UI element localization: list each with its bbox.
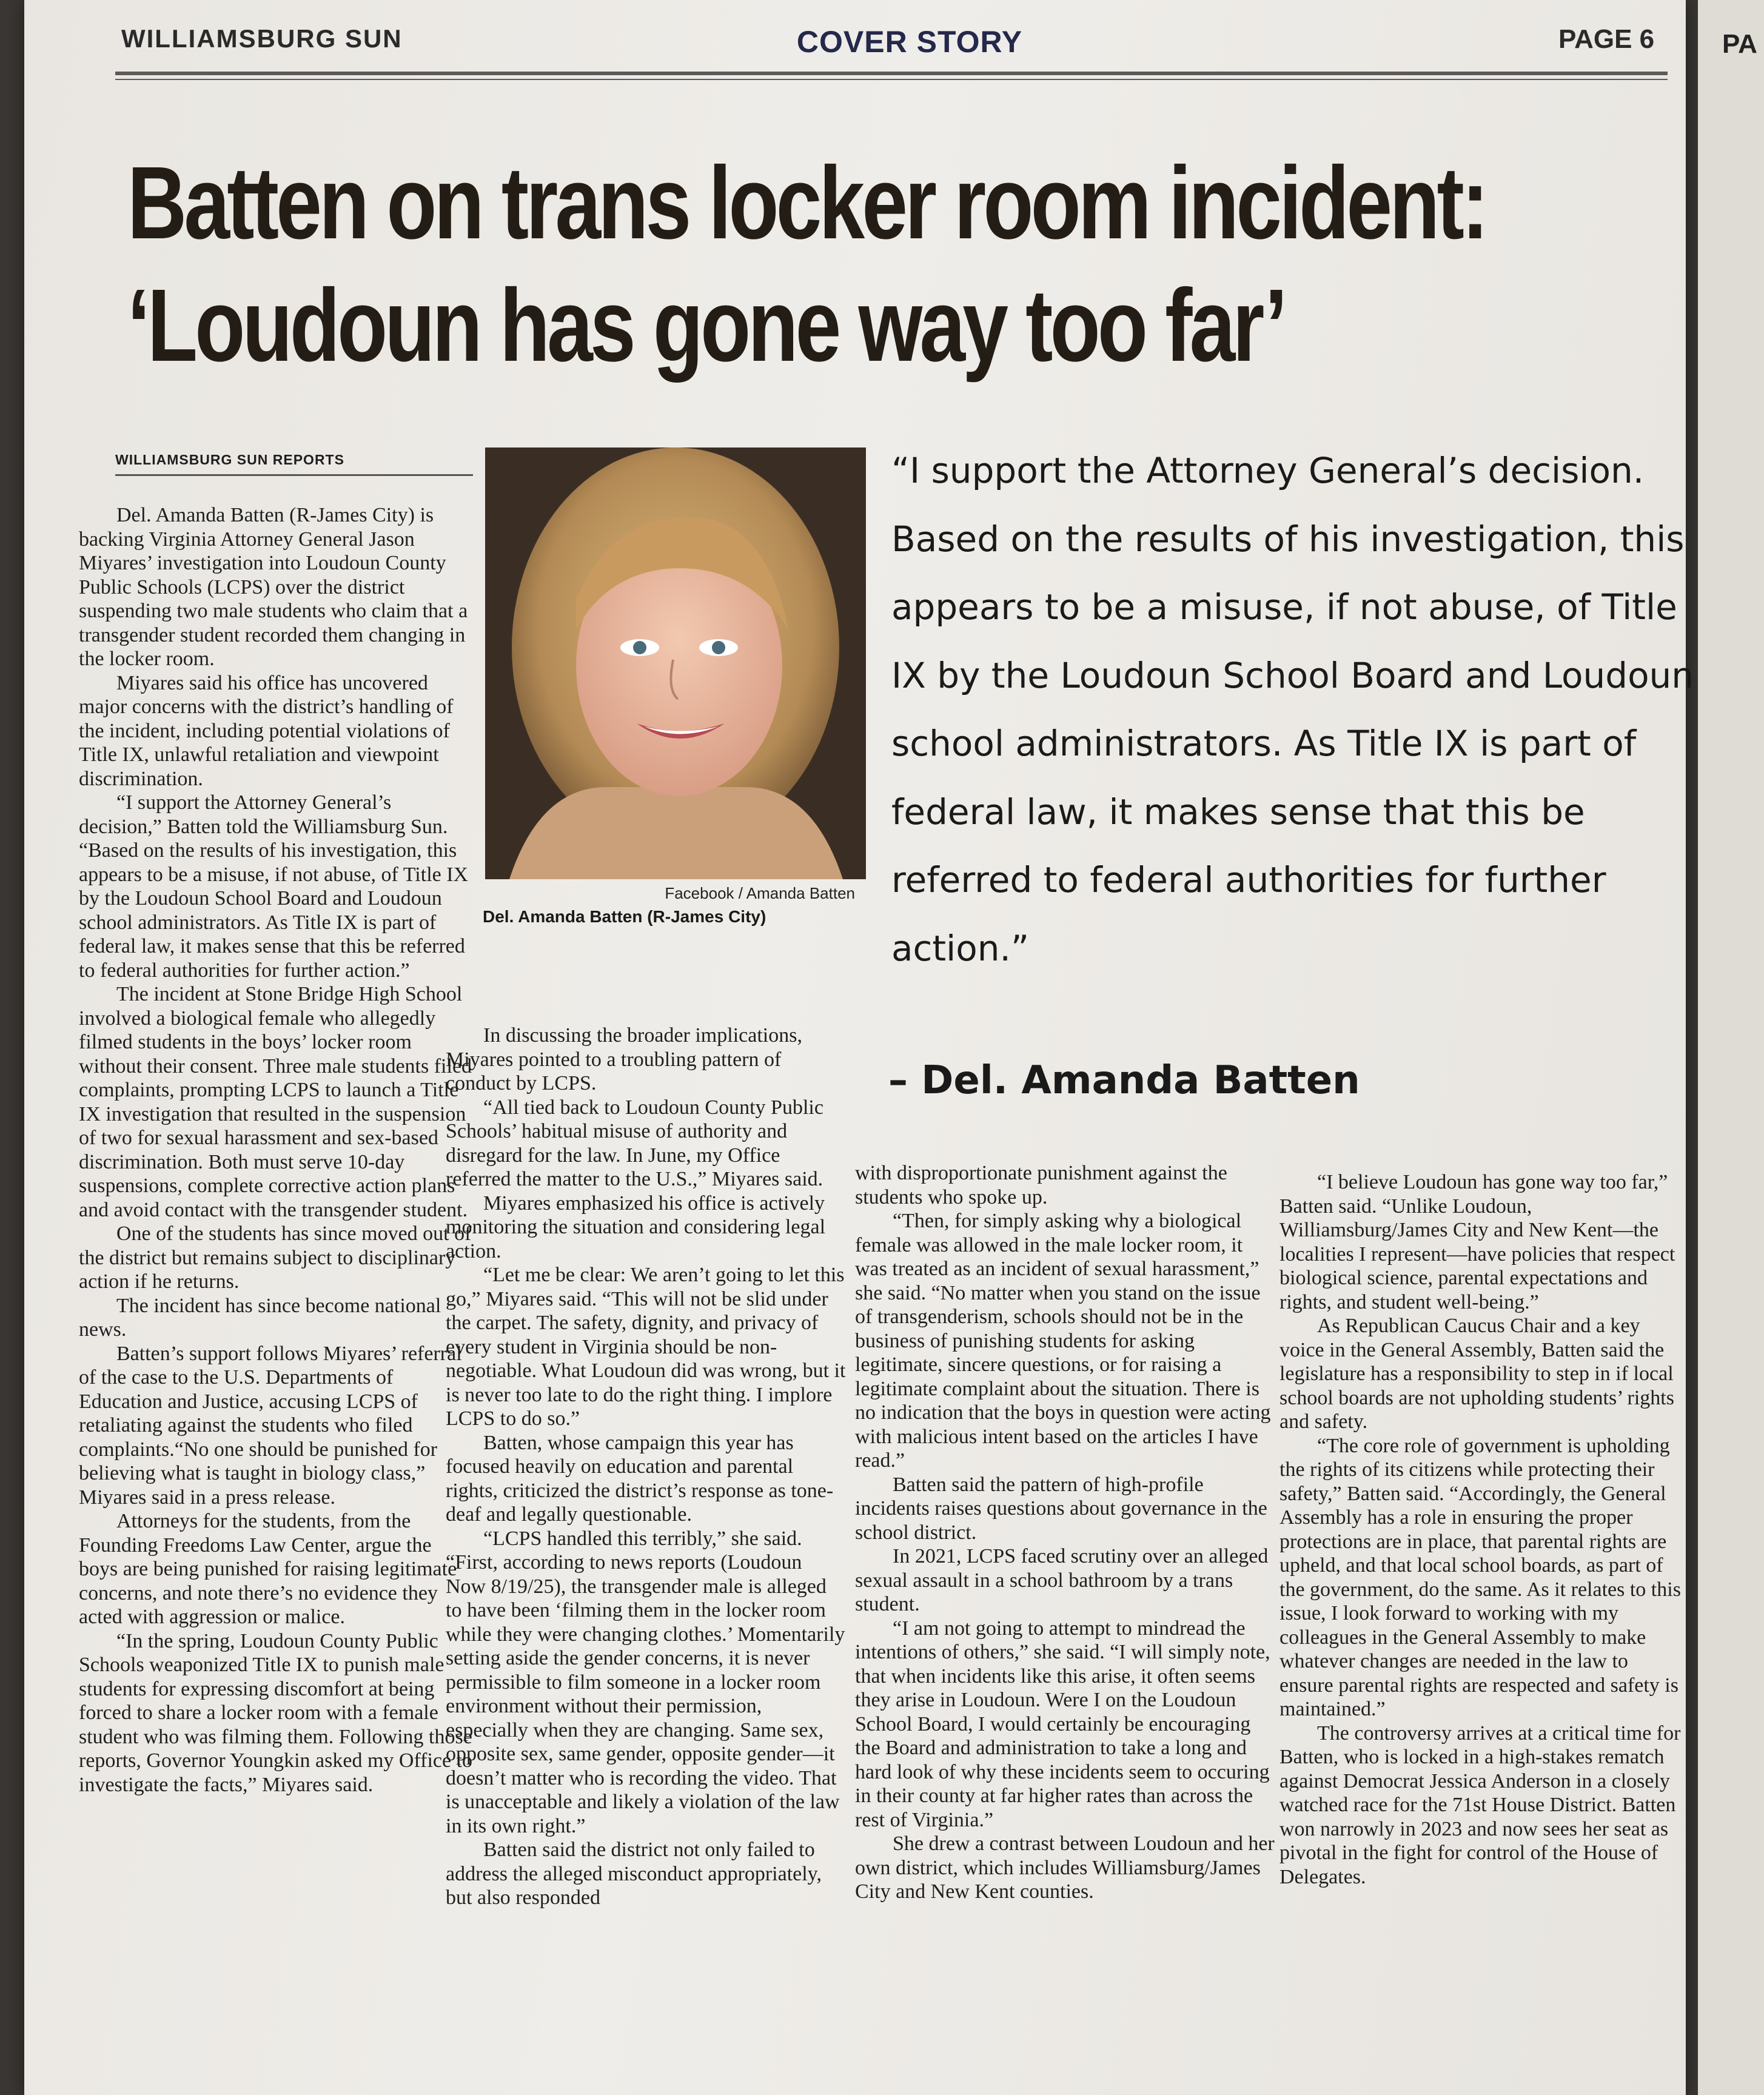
author-photo [485, 447, 866, 879]
adjacent-page-label: PA [1722, 29, 1757, 59]
paragraph: The incident at Stone Bridge High School involved a biological female who allegedly filmed students in the boys’ locker room without their consent. Three male students filed complaints, prompting LCPS to launch a Title IX investigation that resulted in the suspension of two for sexual harassment and sex-based discrimination. Both must serve 10-day suspensions, complete corrective action plans and avoid contact with the transgender student. [79, 983, 472, 1221]
article-column-2 [446, 1024, 846, 1910]
paragraph: Batten said the district not only failed to address the alleged misconduct appropriately, but also responded [446, 1839, 822, 1909]
paragraph: “In the spring, Loudoun County Public Schools weaponized Title IX to punish male students for expressing discomfort at being forced to share a locker room with a female student who was filming them. Following those reports, Governor Youngkin asked my Office to investigate the facts,” Miyares said. [79, 1629, 473, 1796]
section-label: COVER STORY [796, 25, 1023, 59]
pull-quote-attribution: – Del. Amanda Batten [888, 1058, 1360, 1103]
paragraph: In discussing the broader implications, Miyares pointed to a troubling pattern of conduct by LCPS. [446, 1024, 802, 1094]
pull-quote: “I support the Attorney General’s decision. Based on the results of his investigation, this appears to be a misuse, if not abuse, of Title IX by the Loudoun School Board and Loudoun school administrators. As Title IX is part of federal law, it makes sense that this be referred to federal authorities for further action.” [891, 450, 1694, 969]
paragraph: “Let me be clear: We aren’t going to let this go,” Miyares said. “This will not be slid under the carpet. The safety, dignity, and privacy of every student in Virginia should be non-negotiable. What Loudoun did was wrong, but it is never too late to do the right thing. I implore LCPS to do so.” [446, 1264, 846, 1430]
photo-caption: Del. Amanda Batten (R-James City) [483, 907, 766, 926]
paragraph: The incident has since become national news. [79, 1294, 441, 1341]
photo-credit: Facebook / Amanda Batten [665, 884, 855, 902]
paragraph: Miyares said his office has uncovered major concerns with the district’s handling of the incident, including potential violations of Title IX, unlawful retaliation and viewpoint discrimination. [79, 671, 454, 790]
paragraph: The controversy arrives at a critical time for Batten, who is locked in a high-stakes rematch against Democrat Jessica Anderson in a closely watched race for the 71st House District. Batten won narrowly in 2023 and now sees her seat as pivotal in the fight for control of the House of Delegates. [1279, 1721, 1681, 1888]
paragraph: As Republican Caucus Chair and a key voice in the General Assembly, Batten said the legislature has a responsibility to step in if local school boards are not upholding students’ rights and safety. [1279, 1315, 1674, 1433]
byline: WILLIAMSBURG SUN REPORTS [115, 452, 473, 476]
paragraph: One of the students has since moved out of the district but remains subject to disciplinary action if he returns. [79, 1222, 472, 1293]
paragraph: “LCPS handled this terribly,” she said. “First, according to news reports (Loudoun Now 8/19/25), the transgender male is alleged to have been ‘filming them in the locker room while they were changing clothes.’ Momentarily setting aside the gender concerns, it is never permissible to film someone in a locker room environment without their permission, especially when they are changing. Same sex, opposite sex, same gender, opposite gender—it doesn’t matter who is recording the video. That is unacceptable and likely a violation of the law in its own right.” [446, 1527, 845, 1837]
article-column-3 [855, 1161, 1279, 1904]
paragraph: “I support the Attorney General’s decision,” Batten told the Williamsburg Sun. “Based on the results of his investigation, this appears to be a misuse, if not abuse, of Title IX by the Loudoun School Board and Loudoun school administrators. As Title IX is part of federal law, it makes sense that this be referred to federal authorities for further action.” [79, 791, 469, 982]
paragraph: “All tied back to Loudoun County Public Schools’ habitual misuse of authority and disregard for the law. In June, my Office referred the matter to the U.S.,” Miyares said. [446, 1096, 823, 1190]
headline-line-1: Batten on trans locker room incident: [127, 146, 1486, 261]
paragraph: Del. Amanda Batten (R-James City) is backing Virginia Attorney General Jason Miyares’ investigation into Loudoun County Public Schools (LCPS) over the district suspending two male students who claim that a transgender student recorded them changing in the locker room. [79, 504, 468, 670]
article-column-4 [1279, 1170, 1686, 1889]
paragraph: “I am not going to attempt to mindread the intentions of others,” she said. “I will simply note, that when incidents like this arise, it often seems they arise in Loudoun. Were I on the Loudoun School Board, I would certainly be encouraging the Board and administration to take a long and hard look of why these incidents seem to occuring in their county at far higher rates than across the rest of Virginia.” [855, 1617, 1270, 1831]
article-column-1 [79, 503, 473, 1797]
portrait-illustration [485, 447, 866, 879]
paragraph: with disproportionate punishment against the students who spoke up. [855, 1162, 1227, 1208]
adjacent-page-edge [1698, 0, 1764, 2095]
header-rule [115, 72, 1668, 75]
headline [127, 146, 1486, 397]
paper-name: WILLIAMSBURG SUN [121, 24, 403, 53]
paragraph: Batten, whose campaign this year has focused heavily on education and parental rights, criticized the district’s response as tone-deaf and legally questionable. [446, 1431, 834, 1526]
paragraph: “Then, for simply asking why a biological female was allowed in the male locker room, it was treated as an incident of sexual harassment,” she said. “No matter when you stand on the issue of transgenderism, schools should not be in the business of punishing students for asking legitimate, sincere questions, or for raising a legitimate complaint about the situation. There is no indication that the boys in question were acting with malicious intent based on the articles I have read.” [855, 1210, 1271, 1472]
paragraph: She drew a contrast between Loudoun and her own district, which includes Williamsburg/James City and New Kent counties. [855, 1832, 1275, 1903]
header-rule-thin [115, 79, 1668, 80]
page-number: PAGE 6 [1558, 24, 1655, 54]
paragraph: Batten’s support follows Miyares’ referral of the case to the U.S. Departments of Education and Justice, accusing LCPS of retaliating against the students who filed complaints.“No one should be punished for believing what is taught in biology class,” Miyares said in a press release. [79, 1342, 462, 1509]
paragraph: “The core role of government is upholding the rights of its citizens while protecting their safety,” Batten said. “Accordingly, the General Assembly has a role in ensuring the proper protections are in place, that parental rights are upheld, and that local school boards, as part of the government, do the same. As it relates to this issue, I look forward to working with my colleagues in the General Assembly to make whatever changes are needed in the law to ensure parental rights are respected and safety is maintained.” [1279, 1434, 1681, 1720]
paragraph: Attorneys for the students, from the Founding Freedoms Law Center, argue the boys are being punished for raising legitimate concerns, and note there’s no evidence they acted with aggression or malice. [79, 1510, 457, 1628]
paragraph: Miyares emphasized his office is actively monitoring the situation and considering legal action. [446, 1192, 826, 1262]
paragraph: In 2021, LCPS faced scrutiny over an alleged sexual assault in a school bathroom by a trans student. [855, 1545, 1269, 1615]
paragraph: “I believe Loudoun has gone way too far,” Batten said. “Unlike Loudoun, Williamsburg/James City and New Kent—the localities I represent—have policies that respect biological science, parental expectations and rights, and student well-being.” [1279, 1171, 1675, 1313]
newspaper-page [24, 0, 1694, 2095]
headline-line-2: ‘Loudoun has gone way too far’ [127, 268, 1285, 383]
paragraph: Batten said the pattern of high-profile incidents raises questions about governance in the school district. [855, 1473, 1267, 1544]
